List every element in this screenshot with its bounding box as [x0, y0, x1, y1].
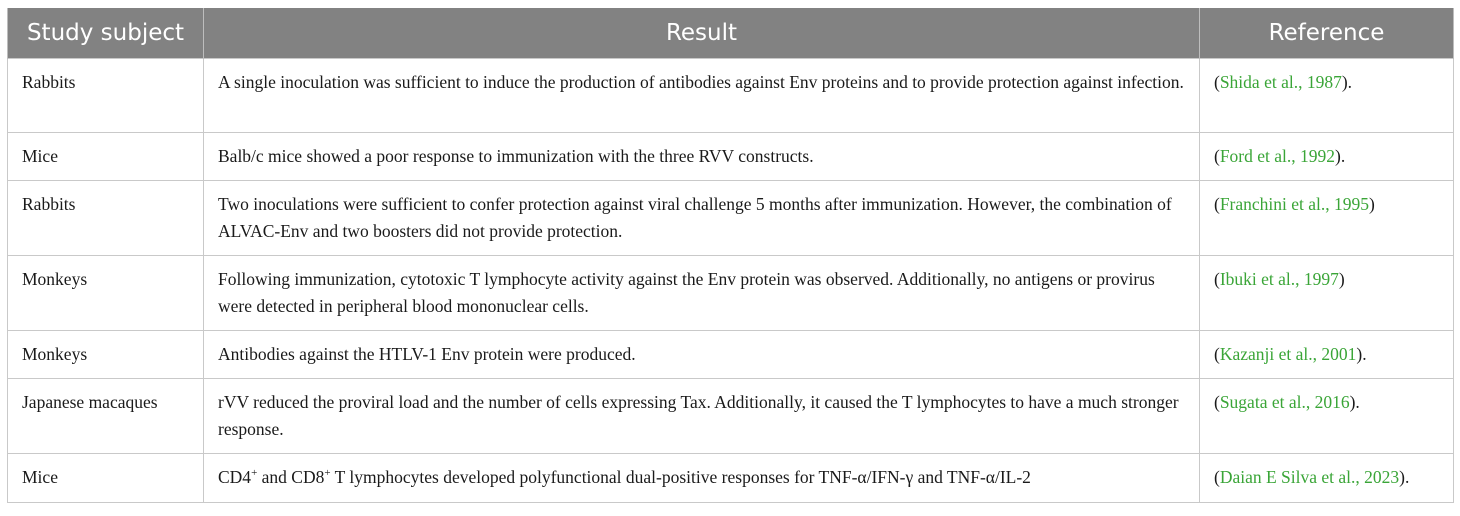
reference-link[interactable]: Sugata et al., 2016: [1219, 392, 1350, 412]
cell-result: A single inoculation was sufficient to induce the production of antibodies against Env proteins and to provide protection against infection.: [204, 59, 1200, 133]
table-row: [8, 59, 1454, 133]
ref-close-paren: ).: [1356, 344, 1367, 364]
result-text-part: CD4: [218, 467, 252, 487]
table-row: [8, 256, 1454, 331]
ref-close-paren: ).: [1341, 72, 1353, 92]
table-row: [8, 181, 1454, 256]
ref-open-paren: (: [1214, 194, 1220, 214]
cell-study-subject: Monkeys: [8, 256, 204, 331]
ref-close-paren: ).: [1335, 146, 1346, 166]
ref-open-paren: (: [1214, 467, 1220, 487]
ref-open-paren: (: [1214, 269, 1220, 289]
result-text-part: T lymphocytes developed polyfunctional dual-positive responses for TNF-α/IFN-γ and TNF-α/IL-2: [330, 467, 1031, 487]
reference-link[interactable]: Daian E Silva et al., 2023: [1219, 467, 1400, 487]
cell-result: rVV reduced the proviral load and the number of cells expressing Tax. Additionally, it caused the T lymphocytes to have a much stronger response.: [204, 379, 1200, 454]
ref-close-paren: ): [1338, 269, 1345, 289]
cell-result: Following immunization, cytotoxic T lymphocyte activity against the Env protein was observed. Additionally, no antigens or provirus were detected in peripheral blood mononuclear cells.: [204, 256, 1200, 331]
ref-open-paren: (: [1214, 344, 1220, 364]
ref-open-paren: (: [1214, 392, 1220, 412]
header-result: Result: [204, 8, 1200, 59]
cell-study-subject: Mice: [8, 133, 204, 181]
table-row: [8, 379, 1454, 454]
cell-reference: [1200, 454, 1454, 503]
cell-study-subject: Rabbits: [8, 181, 204, 256]
cell-study-subject: Japanese macaques: [8, 379, 204, 454]
reference-link[interactable]: Ibuki et al., 1997: [1219, 269, 1339, 289]
cell-reference: [1200, 133, 1454, 181]
cell-result: Antibodies against the HTLV-1 Env protein were produced.: [204, 331, 1200, 379]
cell-study-subject: Monkeys: [8, 331, 204, 379]
table-row: [8, 133, 1454, 181]
result-text-part: and CD8: [257, 467, 325, 487]
reference-link[interactable]: Franchini et al., 1995: [1219, 194, 1370, 214]
ref-open-paren: (: [1214, 72, 1220, 92]
reference-link[interactable]: Ford et al., 1992: [1219, 146, 1336, 166]
ref-close-paren: ): [1369, 194, 1375, 214]
cell-reference: [1200, 379, 1454, 454]
reference-link[interactable]: Kazanji et al., 2001: [1219, 344, 1357, 364]
superscript-plus: +: [324, 467, 331, 480]
ref-open-paren: (: [1214, 146, 1220, 166]
ref-close-paren: ).: [1349, 392, 1360, 412]
table-row: [8, 331, 1454, 379]
study-table: [7, 8, 1454, 503]
cell-result: [204, 454, 1200, 503]
cell-study-subject: Rabbits: [8, 59, 204, 133]
header-study-subject: Study subject: [8, 8, 204, 59]
cell-reference: [1200, 256, 1454, 331]
cell-reference: [1200, 331, 1454, 379]
superscript-plus: +: [251, 467, 258, 480]
cell-reference: [1200, 59, 1454, 133]
header-row: [8, 8, 1454, 59]
table-row: [8, 454, 1454, 503]
cell-result: Balb/c mice showed a poor response to immunization with the three RVV constructs.: [204, 133, 1200, 181]
header-reference: Reference: [1200, 8, 1454, 59]
ref-close-paren: ).: [1399, 467, 1410, 487]
reference-link[interactable]: Shida et al., 1987: [1219, 72, 1342, 92]
cell-result: Two inoculations were sufficient to confer protection against viral challenge 5 months after immunization. However, the combination of ALVAC-Env and two boosters did not provide protection.: [204, 181, 1200, 256]
cell-reference: [1200, 181, 1454, 256]
cell-study-subject: Mice: [8, 454, 204, 503]
